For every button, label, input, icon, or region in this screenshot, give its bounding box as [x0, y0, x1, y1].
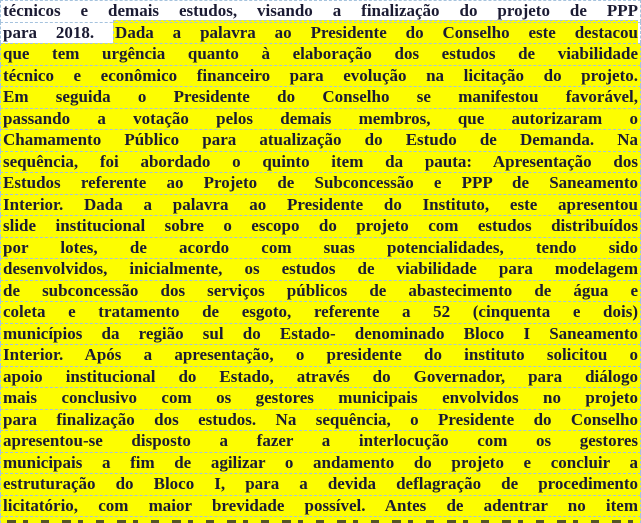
- highlighted-text-segment: Dada a palavra ao Presidente do Conselho este destacou: [113, 20, 638, 45]
- highlighted-text-segment: coleta e tratamento de esgoto, referente a 52 (cinquenta e dois): [3, 302, 638, 321]
- clipped-text-line: [0, 516, 641, 523]
- highlighted-text-segment: Interior. Após a apresentação, o presidente do instituto solicitou o: [3, 345, 638, 364]
- highlighted-text-segment: técnico e econômico financeiro para evolução na licitação do projeto.: [3, 65, 638, 85]
- text-line: [0, 473, 641, 495]
- text-line: [0, 387, 641, 409]
- highlighted-text-segment: sequência, foi abordado o quinto item da pauta: Apresentação dos: [3, 151, 638, 171]
- text-line: [0, 430, 641, 452]
- text-line: [0, 301, 641, 323]
- text-line: [0, 22, 641, 44]
- highlighted-text-segment: slide institucional sobre o escopo do projeto com estudos distribuídos: [3, 216, 638, 235]
- text-line: [0, 108, 641, 130]
- text-line: [0, 194, 641, 216]
- highlighted-text-segment: Chamamento Público para atualização do Estudo de Demanda. Na: [3, 130, 638, 149]
- highlighted-text-segment: para finalização dos estudos. Na sequência, o Presidente do Conselho: [3, 409, 638, 429]
- text-line: [0, 237, 641, 259]
- plain-text-segment: para 2018.: [3, 22, 114, 42]
- text-line: [0, 43, 641, 65]
- highlighted-text-segment: estruturação do Bloco I, para a devida deflagração de procedimento: [3, 474, 638, 493]
- text-line: [0, 344, 641, 366]
- text-line: [0, 409, 641, 431]
- text-line: [0, 0, 641, 22]
- text-line: [0, 151, 641, 173]
- text-line: [0, 280, 641, 302]
- highlighted-text-segment: Em seguida o Presidente do Conselho se manifestou favorável,: [3, 87, 638, 106]
- highlighted-text-segment: Interior. Dada a palavra ao Presidente do Instituto, este apresentou: [3, 194, 638, 214]
- text-line: [0, 172, 641, 194]
- text-line: [0, 366, 641, 388]
- text-line: [0, 129, 641, 151]
- highlighted-text-segment: passando a votação pelos demais membros, que autorizaram o: [3, 108, 638, 128]
- highlighted-text-segment: mais conclusivo com os gestores municipais envolvidos no projeto: [3, 388, 638, 407]
- highlighted-text-segment: Estudos referente ao Projeto de Subconcessão e PPP de Saneamento: [3, 173, 638, 192]
- highlighted-text-segment: municípios da região sul do Estado- denominado Bloco I Saneamento: [3, 323, 638, 343]
- highlighted-text-segment: licitatório, com maior brevidade possível. Antes de adentrar no item: [3, 495, 638, 515]
- highlighted-text-segment: desenvolvidos, inicialmente, os estudos de viabilidade para modelagem: [3, 259, 638, 278]
- text-line: [0, 65, 641, 87]
- text-line: [0, 215, 641, 237]
- text-line: [0, 86, 641, 108]
- text-line: [0, 323, 641, 345]
- highlighted-text-segment: de subconcessão dos serviços públicos de abastecimento de água e: [3, 280, 638, 300]
- text-line: [0, 452, 641, 474]
- text-line: [0, 495, 641, 517]
- highlighted-text-segment: apoio institucional do Estado, através do Governador, para diálogo: [3, 366, 638, 386]
- highlighted-text-segment: apresentou-se disposto a fazer a interlocução com os gestores: [3, 431, 638, 450]
- highlighted-text-segment: municipais a fim de agilizar o andamento do projeto e concluir a: [3, 452, 638, 472]
- plain-text-segment: técnicos e demais estudos, visando a finalização do projeto de PPP: [3, 1, 638, 20]
- highlighted-text-segment: que tem urgência quanto à elaboração dos estudos de viabilidade: [3, 44, 638, 63]
- text-line: [0, 258, 641, 280]
- highlighted-text-segment: por lotes, de acordo com suas potencialidades, tendo sido: [3, 237, 638, 257]
